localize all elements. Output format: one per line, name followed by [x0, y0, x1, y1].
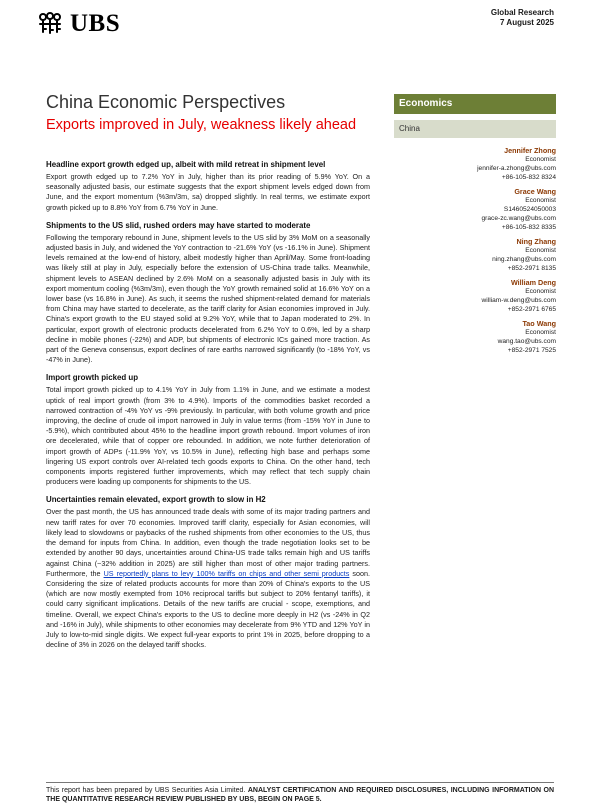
footer-disclosure: ANALYST CERTIFICATION AND REQUIRED DISCLOSURES, INCLUDING INFORMATION ON THE QUANTITATIVE RESEARCH REVIEW PUBLISHED BY UBS, BEGIN ON PAGE 5. [46, 787, 555, 803]
section-paragraph: Total import growth picked up to 4.1% YoY in July from 1.1% in June, and we estimate a modest uptick of real import growth (from 3% to 4.9%). Imports of the commodities basket recorded a narrowed contraction of -4% YoY vs -9% previously. In particular, with both volume growth and price improving, the decline of crude oil import narrowed in July in value terms (from -15% YoY in June to -5.9%), which contributed about 45% to the headline import growth rebound. Import volumes of iron ore decelerated, while that of copper ore rebounded. In addition, we note further deterioration of import growth of ADPs (-11.9% YoY, vs 10.5% in June), reflecting high base and perhaps some lingering US export controls over AI-related tech goods exports to China. On the other hand, tech components imports registered further improvements, which may reflect that tech supply chain producers were loading up components for shipments to the US. [46, 385, 370, 487]
section-paragraph: Following the temporary rebound in June, shipment levels to the US slid by 3% MoM on a seasonally adjusted basis in July, and widened the YoY contraction to -21.6% YoY (vs -16.1% in June). Shipment levels remained at the low-end of history, albeit modestly higher than April/May. Some front-loading was likely still at play in July, especially before the extension of US-China trade talks. Meanwhile, shipment levels to ASEAN declined by 2.6% MoM on a seasonally adjusted basis in July with its export momentum cooling (%3m/3m), even though the YoY growth remained solid at 16.6% YoY on a lower base (vs 16.8% in June). As such, it seems the rushed shipment-related demand for materials from China may have started to decelerate, as the tariff clarity for Asian economies improved in July. China's export growth to the EU stayed solid at 9.2% YoY, while that to Japan moderated to 2%. In particular, export growth of electronic products decelerated from 6.2% YoY to 0.6%, led by a sharp decline in mobile phones (-22%) and ADP, but shipments of electronic ICs gained more traction. As part of the Geneva consensus, export declines of rare earths narrowed significantly (to -18% YoY, vs -47% in June). [46, 232, 370, 365]
ubs-logo [36, 10, 120, 38]
author-registration-id: S1460524050003 [503, 206, 556, 213]
category-bar: Economics [394, 94, 556, 114]
author-phone: +852-2971 8135 [507, 265, 556, 272]
report-body [46, 160, 370, 658]
tariff-news-link[interactable]: US reportedly plans to levy 100% tariffs on chips and other semi products [103, 568, 350, 578]
author-phone: +852-2971 7525 [507, 347, 556, 354]
author-role: Economist [525, 247, 556, 254]
author-name: Tao Wang [522, 319, 556, 328]
section-paragraph: Export growth edged up to 7.2% YoY in July, higher than its prior reading of 5.9% YoY. On a seasonally adjusted basis, our estimate suggests that the export shipment levels edged down from June, and the export momentum (%3m/3m, sa) dropped slightly. In real terms, we estimate export growth picked up to 8.8% YoY from 6.7% YoY in June. [46, 172, 370, 212]
author-card [394, 146, 556, 182]
author-name: Jennifer Zhong [504, 146, 556, 155]
author-list [394, 146, 556, 355]
section-heading: Headline export growth edged up, albeit with mild retreat in shipment level [46, 160, 326, 169]
ubs-keys-logo-icon [36, 12, 64, 36]
author-name: Ning Zhang [516, 237, 556, 246]
author-email[interactable]: jennifer-a.zhong@ubs.com [477, 165, 556, 172]
author-role: Economist [525, 329, 556, 336]
author-phone: +86-105-832 8324 [501, 174, 556, 181]
sidebar [394, 94, 556, 360]
author-card [394, 187, 556, 232]
disclosure-footer [46, 782, 554, 804]
section-heading: Shipments to the US slid, rushed orders may have started to moderate [46, 220, 311, 230]
paragraph-text: Over the past month, the US has announced trade deals with some of its major trading partners and new tariff rates for over 70 economies. Improved tariff clarity, especially for Asian economies, will likely lead to slowdowns or paybacks of the rushed shipments from other economies to the US, thus the demand for inputs from China. In addition, even though the trade negotiation looks set to be extended by another 90 days, uncertainties around China-US trade talks remain high and US tariffs against China (~32% addition in 2025) are still higher than most of other major trading partners. Furthermore, the [46, 507, 370, 578]
author-card [394, 319, 556, 355]
author-role: Economist [525, 156, 556, 163]
author-email[interactable]: grace-zc.wang@ubs.com [481, 215, 556, 222]
paragraph-text: soon. Considering the size of related products accounts for more than 20% of China's exports to the US (which are now mostly exempted from 10% reciprocal tariffs but subject to 20% fentanyl tariffs), it could carry significant implications. Details of the new tariffs are crucial - scope, exemptions, and timeline. Overall, we expect China's exports to the US to decline more deeply in H2 (vs -24% in Q2 and -16% in July), while shipments to other economies may decelerate from 9% YTD and 12% YoY in July to low-to-mid single digits. We expect full-year exports to print 1% in 2025, before dropping to a decline of 3% in 2026 on the delayed tariff shocks. [46, 568, 370, 650]
author-card [394, 237, 556, 273]
logo-text: UBS [70, 10, 121, 37]
country-bar: China [394, 120, 556, 138]
section-heading: Uncertainties remain elevated, export growth to slow in H2 [46, 495, 266, 505]
report-header [491, 8, 554, 28]
author-role: Economist [525, 288, 556, 295]
page-title: China Economic Perspectives [46, 92, 286, 112]
author-role: Economist [525, 197, 556, 204]
footer-text: This report has been prepared by UBS Securities Asia Limited. [46, 787, 246, 794]
page-subtitle: Exports improved in July, weakness likely ahead [46, 117, 357, 133]
author-phone: +86-105-832 8335 [501, 224, 556, 231]
section-paragraph [46, 507, 370, 650]
author-card [394, 278, 556, 314]
section-heading: Import growth picked up [46, 373, 139, 383]
department-label: Global Research [490, 8, 554, 17]
author-email[interactable]: ning.zhang@ubs.com [492, 256, 556, 263]
author-name: William Deng [510, 278, 556, 287]
author-email[interactable]: wang.tao@ubs.com [497, 338, 556, 345]
author-phone: +852-2971 6765 [507, 306, 556, 313]
author-name: Grace Wang [514, 187, 556, 196]
author-email[interactable]: william-w.deng@ubs.com [481, 297, 556, 304]
report-date: 7 August 2025 [500, 18, 554, 27]
